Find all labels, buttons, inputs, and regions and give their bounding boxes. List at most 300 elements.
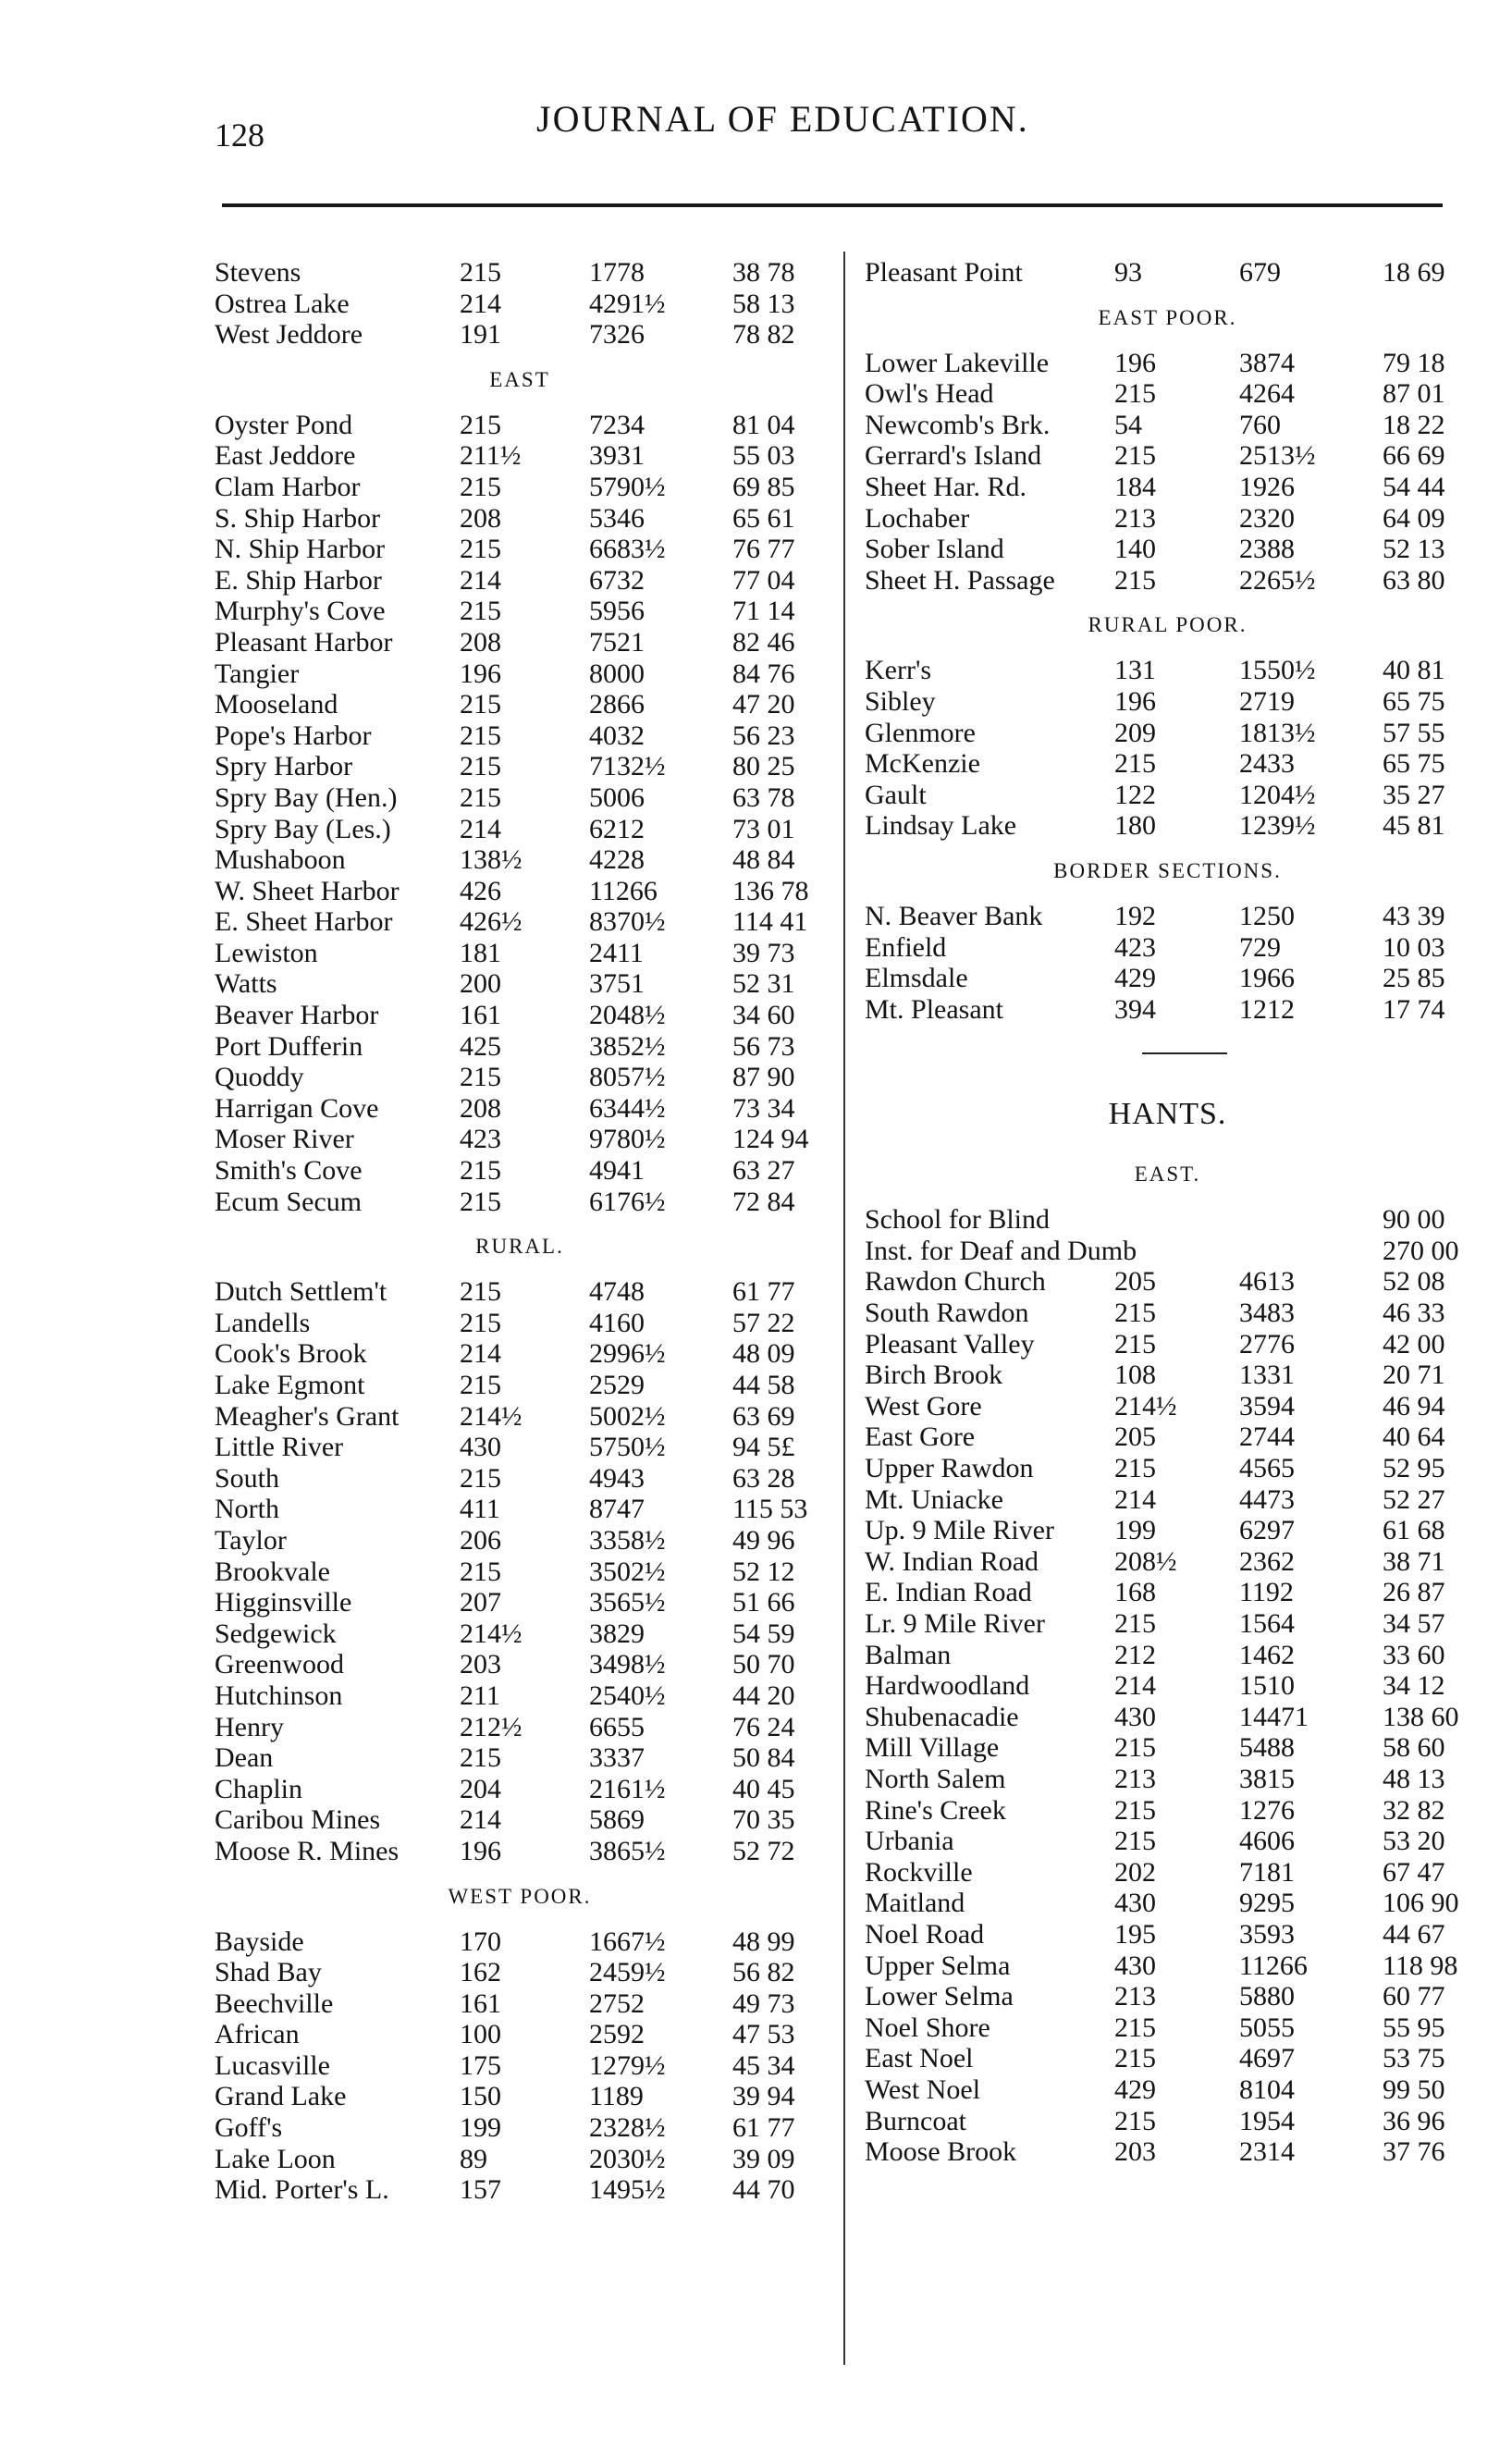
days-taught: 161	[460, 1000, 501, 1031]
days-taught: 138½	[460, 844, 522, 876]
days-taught: 196	[1114, 347, 1156, 378]
table-row	[215, 1587, 825, 1618]
days-taught: 199	[1114, 1515, 1156, 1546]
school-name: Balman	[865, 1639, 952, 1670]
grand-total-attendance: 1667½	[589, 1926, 666, 1957]
days-taught: 215	[1114, 440, 1156, 472]
school-name: Mooseland	[215, 689, 338, 720]
table-row	[865, 2043, 1470, 2074]
table-row	[865, 1732, 1470, 1764]
days-taught: 140	[1114, 534, 1156, 565]
school-name: Grand Lake	[215, 2081, 347, 2112]
days-taught: 208	[460, 502, 501, 534]
table-row	[865, 257, 1470, 289]
table-row	[865, 994, 1470, 1026]
days-taught: 215	[460, 1062, 501, 1093]
amount: 63 27	[732, 1155, 795, 1187]
table-row	[215, 1525, 825, 1557]
school-name: Mushaboon	[215, 844, 346, 876]
amount: 58 60	[1383, 1732, 1445, 1764]
amount: 63 28	[732, 1462, 795, 1494]
header-rule	[222, 203, 1443, 207]
table-row	[215, 2081, 825, 2112]
grand-total-attendance: 2048½	[589, 1000, 666, 1031]
school-name: Mill Village	[865, 1732, 1000, 1764]
days-taught: 423	[460, 1124, 501, 1155]
school-name: Hutchinson	[215, 1680, 343, 1711]
days-taught: 206	[460, 1524, 501, 1556]
school-name: South	[215, 1462, 280, 1494]
table-row	[215, 1401, 825, 1433]
grand-total-attendance: 1331	[1239, 1360, 1295, 1391]
table-row	[865, 1236, 1470, 1267]
days-taught: 215	[1114, 1608, 1156, 1639]
grand-total-attendance: 1462	[1239, 1639, 1295, 1670]
table-row	[215, 410, 825, 441]
school-name: Smith's Cove	[215, 1155, 363, 1187]
grand-total-attendance: 3852½	[589, 1030, 666, 1062]
days-taught: 214	[1114, 1483, 1156, 1515]
days-taught: 54	[1114, 409, 1142, 440]
section-heading-west-poor: WEST POOR.	[448, 1884, 592, 1908]
amount: 17 74	[1383, 993, 1445, 1025]
amount: 63 80	[1383, 564, 1445, 596]
school-name: Oyster Pond	[215, 409, 353, 440]
right-hants-table	[865, 1204, 1470, 2167]
amount: 73 01	[732, 813, 795, 844]
days-taught: 215	[460, 720, 501, 751]
school-name: Pleasant Point	[865, 257, 1023, 288]
school-name: Shad Bay	[215, 1957, 322, 1988]
days-taught: 196	[460, 1835, 501, 1866]
days-taught: 213	[1114, 1763, 1156, 1794]
days-taught: 196	[1114, 685, 1156, 717]
table-row	[215, 1957, 825, 1988]
school-name: Owl's Head	[865, 378, 994, 410]
amount: 39 73	[732, 937, 795, 968]
grand-total-attendance: 6732	[589, 564, 645, 596]
table-row	[215, 1712, 825, 1743]
days-taught: 170	[460, 1926, 501, 1957]
table-row	[865, 1266, 1470, 1298]
table-row	[865, 565, 1470, 597]
amount: 35 27	[1383, 779, 1445, 810]
days-taught: 150	[460, 2081, 501, 2112]
amount: 10 03	[1383, 931, 1445, 963]
school-name: Lake Egmont	[215, 1370, 365, 1400]
left-rural-table	[215, 1276, 825, 1866]
school-name: Mt. Pleasant	[865, 993, 1003, 1025]
table-row	[215, 782, 825, 814]
table-row	[865, 901, 1470, 932]
school-name: Moser River	[215, 1124, 354, 1155]
grand-total-attendance: 4228	[589, 844, 645, 876]
days-taught: 214½	[460, 1400, 522, 1432]
amount: 87 01	[1383, 378, 1445, 410]
right-east-poor-table	[865, 348, 1470, 597]
grand-total-attendance: 7181	[1239, 1856, 1295, 1888]
school-name: Dutch Settlem't	[215, 1276, 387, 1308]
amount: 34 12	[1383, 1670, 1445, 1702]
table-row	[215, 751, 825, 782]
amount: 52 72	[732, 1835, 795, 1866]
days-taught: 215	[460, 1155, 501, 1187]
county-heading-hants: HANTS.	[1108, 1097, 1227, 1132]
grand-total-attendance: 6344½	[589, 1092, 666, 1124]
days-taught: 214½	[1114, 1390, 1177, 1421]
days-taught: 425	[460, 1030, 501, 1062]
school-name: Sibley	[865, 685, 936, 717]
school-name: Rawdon Church	[865, 1266, 1046, 1298]
table-row	[215, 1062, 825, 1093]
grand-total-attendance: 2388	[1239, 534, 1295, 565]
school-name: Tangier	[215, 658, 300, 689]
table-row	[865, 1857, 1470, 1889]
days-taught: 89	[460, 2143, 487, 2174]
days-taught: 215	[460, 689, 501, 720]
section-heading-rural-poor: RURAL POOR.	[1088, 613, 1248, 637]
table-row	[215, 596, 825, 627]
school-name: Brookvale	[215, 1556, 330, 1587]
school-name: Meagher's Grant	[215, 1400, 400, 1432]
page-header	[0, 97, 1512, 153]
school-name: Murphy's Cove	[215, 596, 386, 627]
left-east-table	[215, 410, 825, 1217]
table-row	[215, 1649, 825, 1680]
amount: 99 50	[1383, 2073, 1445, 2105]
grand-total-attendance: 2996½	[589, 1338, 666, 1370]
amount: 48 13	[1383, 1763, 1445, 1794]
table-row	[215, 472, 825, 503]
amount: 42 00	[1383, 1328, 1445, 1360]
school-name: North	[215, 1494, 279, 1525]
school-name: W. Sheet Harbor	[215, 875, 400, 906]
page-title: JOURNAL OF EDUCATION.	[536, 98, 1029, 140]
grand-total-attendance: 1212	[1239, 993, 1295, 1025]
grand-total-attendance: 4613	[1239, 1266, 1295, 1298]
school-name: E. Sheet Harbor	[215, 906, 393, 938]
grand-total-attendance: 6297	[1239, 1515, 1295, 1546]
days-taught: 215	[460, 751, 501, 782]
school-name: Sedgewick	[215, 1618, 337, 1649]
grand-total-attendance: 2161½	[589, 1773, 666, 1804]
days-taught: 215	[460, 1307, 501, 1338]
days-taught: 214	[460, 288, 501, 319]
grand-total-attendance: 8057½	[589, 1062, 666, 1093]
grand-total-attendance: 9780½	[589, 1124, 666, 1155]
grand-total-attendance: 1564	[1239, 1608, 1295, 1639]
days-taught: 108	[1114, 1360, 1156, 1391]
amount: 77 04	[732, 564, 795, 596]
table-row	[215, 2174, 825, 2206]
days-taught: 208	[460, 1092, 501, 1124]
grand-total-attendance: 2776	[1239, 1328, 1295, 1360]
table-row	[215, 1926, 825, 1958]
left-top-table	[215, 257, 825, 351]
grand-total-attendance: 11266	[1239, 1950, 1308, 1981]
amount: 34 60	[732, 1000, 795, 1031]
school-name: Lake Loon	[215, 2143, 336, 2174]
table-row	[215, 1093, 825, 1125]
school-name: North Salem	[865, 1763, 1006, 1794]
school-name: Spry Bay (Hen.)	[215, 781, 398, 813]
table-row	[215, 968, 825, 1000]
school-name: Rockville	[865, 1856, 973, 1888]
days-taught: 215	[460, 1556, 501, 1587]
school-name: McKenzie	[865, 748, 980, 780]
table-row	[215, 2050, 825, 2082]
school-name: W. Indian Road	[865, 1545, 1039, 1577]
days-taught: 426½	[460, 906, 522, 938]
school-name: East Noel	[865, 2043, 974, 2074]
table-row	[215, 2112, 825, 2144]
days-taught: 394	[1114, 993, 1156, 1025]
school-name: Kerr's	[865, 655, 932, 686]
grand-total-attendance: 5002½	[589, 1400, 666, 1432]
table-row	[865, 1670, 1470, 1702]
days-taught: 215	[1114, 1794, 1156, 1826]
right-rural-poor-table	[865, 655, 1470, 842]
grand-total-attendance: 3358½	[589, 1524, 666, 1556]
grand-total-attendance: 3483	[1239, 1298, 1295, 1329]
school-name: Noel Shore	[865, 2012, 990, 2043]
days-taught: 215	[1114, 564, 1156, 596]
amount: 69 85	[732, 471, 795, 502]
grand-total-attendance: 4697	[1239, 2043, 1295, 2074]
school-name: Glenmore	[865, 717, 976, 748]
table-row	[865, 1546, 1470, 1578]
grand-total-attendance: 3593	[1239, 1918, 1295, 1950]
amount: 26 87	[1383, 1577, 1445, 1608]
days-taught: 215	[460, 471, 501, 502]
section-heading-border: BORDER SECTIONS.	[1053, 858, 1282, 882]
grand-total-attendance: 5006	[589, 781, 645, 813]
amount: 72 84	[732, 1186, 795, 1217]
table-row	[215, 2144, 825, 2175]
days-taught: 215	[1114, 1453, 1156, 1484]
school-name: West Noel	[865, 2073, 981, 2105]
amount: 44 58	[732, 1370, 795, 1400]
column-divider	[843, 252, 845, 2365]
table-row	[215, 534, 825, 565]
school-name: Beechville	[215, 1987, 334, 2019]
grand-total-attendance: 8104	[1239, 2073, 1295, 2105]
amount: 106 90	[1383, 1888, 1459, 1919]
table-row	[865, 534, 1470, 565]
days-taught: 215	[1114, 1826, 1156, 1857]
school-name: Lewiston	[215, 937, 318, 968]
school-name: Lindsay Lake	[865, 810, 1017, 842]
amount: 54 59	[732, 1618, 795, 1649]
days-taught: 215	[460, 781, 501, 813]
days-taught: 214	[460, 1804, 501, 1836]
grand-total-attendance: 4565	[1239, 1453, 1295, 1484]
days-taught: 205	[1114, 1421, 1156, 1453]
amount: 25 85	[1383, 963, 1445, 994]
table-row	[865, 1640, 1470, 1671]
table-row	[865, 410, 1470, 441]
school-name: Pope's Harbor	[215, 720, 372, 751]
grand-total-attendance: 2540½	[589, 1680, 666, 1711]
table-row	[215, 1276, 825, 1308]
grand-total-attendance: 1954	[1239, 2105, 1295, 2136]
table-row	[865, 1421, 1470, 1453]
amount: 114 41	[732, 906, 808, 938]
days-taught: 215	[460, 409, 501, 440]
amount: 66 69	[1383, 440, 1445, 472]
school-name: Cook's Brook	[215, 1338, 367, 1370]
grand-total-attendance: 6683½	[589, 534, 666, 565]
school-name: Burncoat	[865, 2105, 966, 2136]
amount: 52 08	[1383, 1266, 1445, 1298]
school-name: Lr. 9 Mile River	[865, 1608, 1045, 1639]
grand-total-attendance: 3498½	[589, 1649, 666, 1680]
school-name: Caribou Mines	[215, 1804, 381, 1836]
amount: 63 69	[732, 1400, 795, 1432]
amount: 48 84	[732, 844, 795, 876]
school-name: Henry	[215, 1711, 284, 1742]
amount: 39 09	[732, 2143, 795, 2174]
school-name: Pleasant Valley	[865, 1328, 1035, 1360]
grand-total-attendance: 1189	[589, 2081, 644, 2112]
school-name: Lucasville	[215, 2049, 330, 2081]
grand-total-attendance: 5055	[1239, 2012, 1295, 2043]
grand-total-attendance: 2529	[589, 1370, 645, 1400]
school-name: Up. 9 Mile River	[865, 1515, 1054, 1546]
amount: 60 77	[1383, 1981, 1445, 2012]
left-column	[215, 257, 825, 2206]
amount: 54 44	[1383, 471, 1445, 502]
grand-total-attendance: 3865½	[589, 1835, 666, 1866]
table-row	[215, 289, 825, 320]
grand-total-attendance: 729	[1239, 931, 1281, 963]
grand-total-attendance: 2030½	[589, 2143, 666, 2174]
school-name: Goff's	[215, 2112, 283, 2144]
amount: 55 03	[732, 440, 795, 472]
school-name: Lower Selma	[865, 1981, 1014, 2012]
days-taught: 184	[1114, 471, 1156, 502]
days-taught: 161	[460, 1987, 501, 2019]
days-taught: 215	[1114, 1732, 1156, 1764]
table-row	[215, 1124, 825, 1155]
grand-total-attendance: 1813½	[1239, 717, 1316, 748]
grand-total-attendance: 5488	[1239, 1732, 1295, 1764]
grand-total-attendance: 1510	[1239, 1670, 1295, 1702]
page-number: 128	[215, 117, 264, 154]
school-name: Hardwoodland	[865, 1670, 1030, 1702]
school-name: Sheet Har. Rd.	[865, 471, 1026, 502]
grand-total-attendance: 2433	[1239, 748, 1295, 780]
grand-total-attendance: 2459½	[589, 1957, 666, 1988]
amount: 57 22	[732, 1307, 795, 1338]
days-taught: 207	[460, 1587, 501, 1618]
table-row	[865, 1577, 1470, 1608]
grand-total-attendance: 1279½	[589, 2049, 666, 2081]
grand-total-attendance: 1192	[1239, 1577, 1294, 1608]
days-taught: 211	[460, 1680, 500, 1711]
table-row	[865, 348, 1470, 379]
school-name: S. Ship Harbor	[215, 502, 381, 534]
days-taught: 411	[460, 1494, 500, 1525]
amount: 82 46	[732, 626, 795, 658]
days-taught: 214	[460, 1338, 501, 1370]
amount: 76 77	[732, 534, 795, 565]
grand-total-attendance: 2744	[1239, 1421, 1295, 1453]
amount: 84 76	[732, 658, 795, 689]
amount: 37 76	[1383, 2136, 1445, 2168]
table-row	[215, 1494, 825, 1525]
grand-total-attendance: 1250	[1239, 900, 1295, 931]
amount: 71 14	[732, 596, 795, 627]
school-name: Stevens	[215, 257, 301, 288]
days-taught: 215	[460, 1186, 501, 1217]
days-taught: 203	[1114, 2136, 1156, 2168]
school-name: Quoddy	[215, 1062, 304, 1093]
grand-total-attendance: 4032	[589, 720, 645, 751]
grand-total-attendance: 6176½	[589, 1186, 666, 1217]
amount: 63 78	[732, 781, 795, 813]
amount: 46 33	[1383, 1298, 1445, 1329]
table-row	[865, 2136, 1470, 2168]
table-row	[865, 1795, 1470, 1827]
table-row	[865, 748, 1470, 780]
table-row	[215, 2019, 825, 2050]
school-name: Spry Bay (Les.)	[215, 813, 391, 844]
school-name: Urbania	[865, 1826, 954, 1857]
school-name: Enfield	[865, 931, 947, 963]
amount: 38 78	[732, 257, 795, 288]
grand-total-attendance: 5880	[1239, 1981, 1295, 2012]
amount: 65 75	[1383, 685, 1445, 717]
table-row	[865, 963, 1470, 994]
grand-total-attendance: 6212	[589, 813, 645, 844]
amount: 78 82	[732, 319, 795, 351]
amount: 61 68	[1383, 1515, 1445, 1546]
school-name: Dean	[215, 1742, 274, 1774]
days-taught: 175	[460, 2049, 501, 2081]
table-row	[215, 257, 825, 289]
school-name: West Gore	[865, 1390, 982, 1421]
amount: 18 69	[1383, 257, 1445, 288]
school-name: E. Ship Harbor	[215, 564, 382, 596]
grand-total-attendance: 2328½	[589, 2112, 666, 2144]
days-taught: 215	[460, 1462, 501, 1494]
grand-total-attendance: 3829	[589, 1618, 645, 1649]
school-name: Taylor	[215, 1524, 287, 1556]
amount: 45 34	[732, 2049, 795, 2081]
amount: 64 09	[1383, 502, 1445, 534]
grand-total-attendance: 6655	[589, 1711, 645, 1742]
amount: 65 61	[732, 502, 795, 534]
grand-total-attendance: 3337	[589, 1742, 645, 1774]
amount: 47 20	[732, 689, 795, 720]
amount: 61 77	[732, 1276, 795, 1308]
days-taught: 429	[1114, 963, 1156, 994]
days-taught: 215	[1114, 1328, 1156, 1360]
days-taught: 196	[460, 658, 501, 689]
grand-total-attendance: 2592	[589, 2019, 645, 2050]
grand-total-attendance: 4473	[1239, 1483, 1295, 1515]
table-row	[865, 1298, 1470, 1329]
school-name: Ostrea Lake	[215, 288, 350, 319]
amount: 56 73	[732, 1030, 795, 1062]
school-name: N. Beaver Bank	[865, 900, 1043, 931]
amount: 43 39	[1383, 900, 1445, 931]
school-name: Shubenacadie	[865, 1701, 1019, 1732]
table-row	[215, 319, 825, 351]
grand-total-attendance: 4264	[1239, 378, 1295, 410]
table-row	[865, 503, 1470, 535]
